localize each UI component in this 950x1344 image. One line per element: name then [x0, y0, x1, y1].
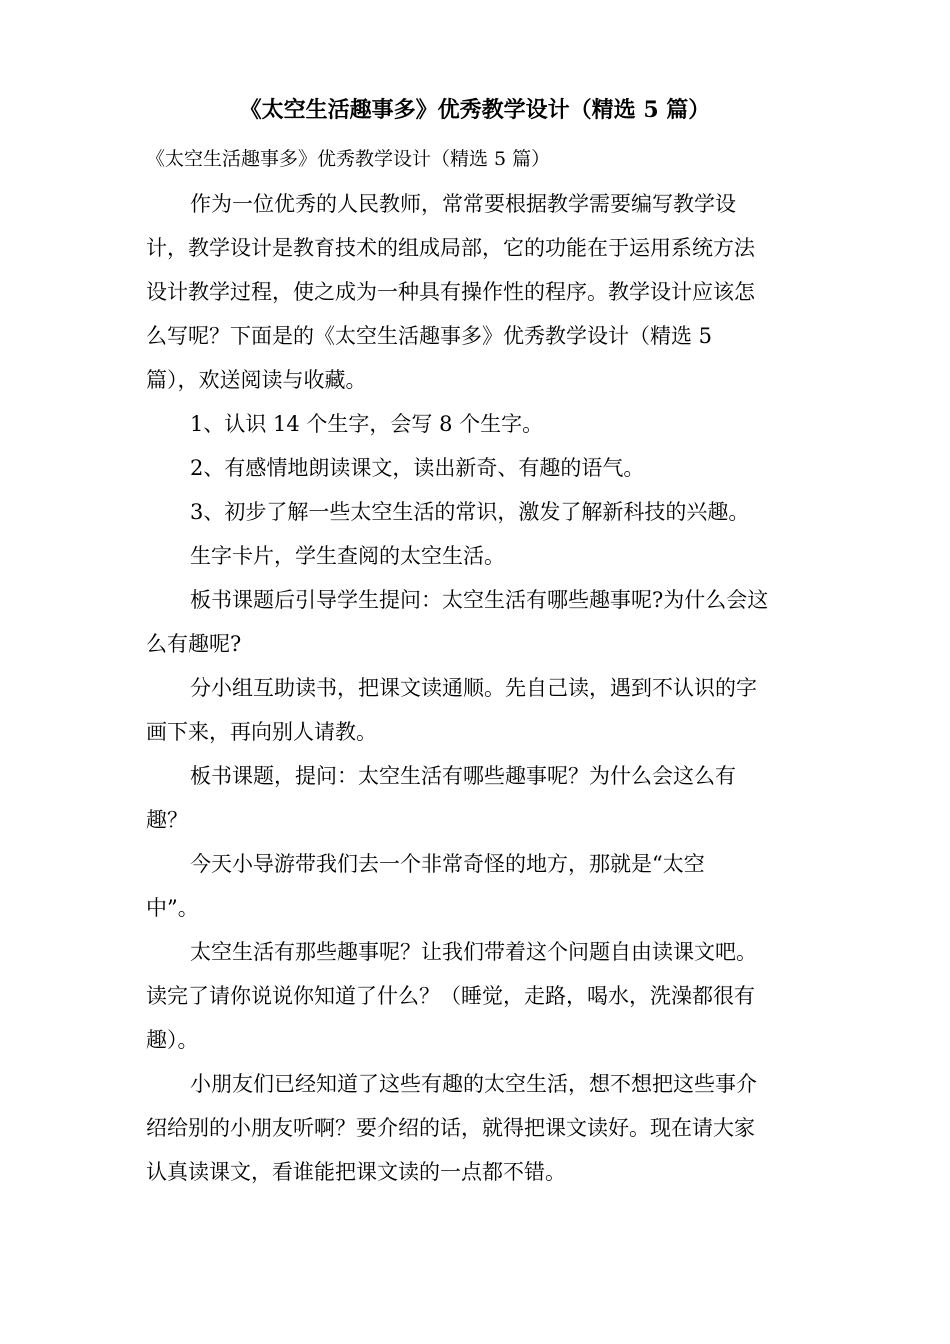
objective-1: 1、认识 14 个生字，会写 8 个生字。	[190, 412, 544, 436]
body-line: 今天小导游带我们去一个非常奇怪的地方，那就是“太空	[190, 852, 705, 876]
body-line: 趣？	[146, 808, 188, 832]
body-line: 中”。	[146, 896, 199, 920]
body-line: 么写呢？下面是的《太空生活趣事多》优秀教学设计（精选 5	[146, 324, 713, 348]
body-line: 读完了请你说说你知道了什么？（睡觉，走路，喝水，洗澡都很有	[146, 984, 755, 1008]
body-line: 生字卡片，学生查阅的太空生活。	[190, 544, 505, 568]
body-line: 么有趣呢?	[146, 632, 242, 656]
body-line: 小朋友们已经知道了这些有趣的太空生活，想不想把这些事介	[190, 1072, 757, 1096]
body-line: 趣）。	[146, 1028, 199, 1052]
body-line: 设计教学过程，使之成为一种具有操作性的程序。教学设计应该怎	[146, 280, 755, 304]
body-line: 绍给别的小朋友听啊？要介绍的话，就得把课文读好。现在请大家	[146, 1116, 755, 1140]
body-line: 板书课题后引导学生提问：太空生活有哪些趣事呢?为什么会这	[190, 588, 769, 612]
body-line: 太空生活有那些趣事呢？让我们带着这个问题自由读课文吧。	[190, 940, 757, 964]
body-line: 计，教学设计是教育技术的组成局部，它的功能在于运用系统方法	[146, 236, 755, 260]
body-line: 画下来，再向别人请教。	[146, 720, 377, 744]
body-line: 作为一位优秀的人民教师，常常要根据教学需要编写教学设	[190, 192, 736, 216]
document-title: 《太空生活趣事多》优秀教学设计（精选 5 篇）	[239, 97, 711, 123]
objective-2: 2、有感情地朗读课文，读出新奇、有趣的语气。	[190, 456, 645, 480]
body-line: 分小组互助读书，把课文读通顺。先自己读，遇到不认识的字	[190, 676, 757, 700]
document-subtitle: 《太空生活趣事多》优秀教学设计（精选 5 篇）	[146, 148, 551, 170]
objective-3: 3、初步了解一些太空生活的常识，激发了解新科技的兴趣。	[190, 500, 750, 524]
body-line: 篇），欢送阅读与收藏。	[146, 368, 367, 392]
body-line: 认真读课文，看谁能把课文读的一点都不错。	[146, 1160, 566, 1184]
body-line: 板书课题，提问：太空生活有哪些趣事呢？为什么会这么有	[190, 764, 736, 788]
